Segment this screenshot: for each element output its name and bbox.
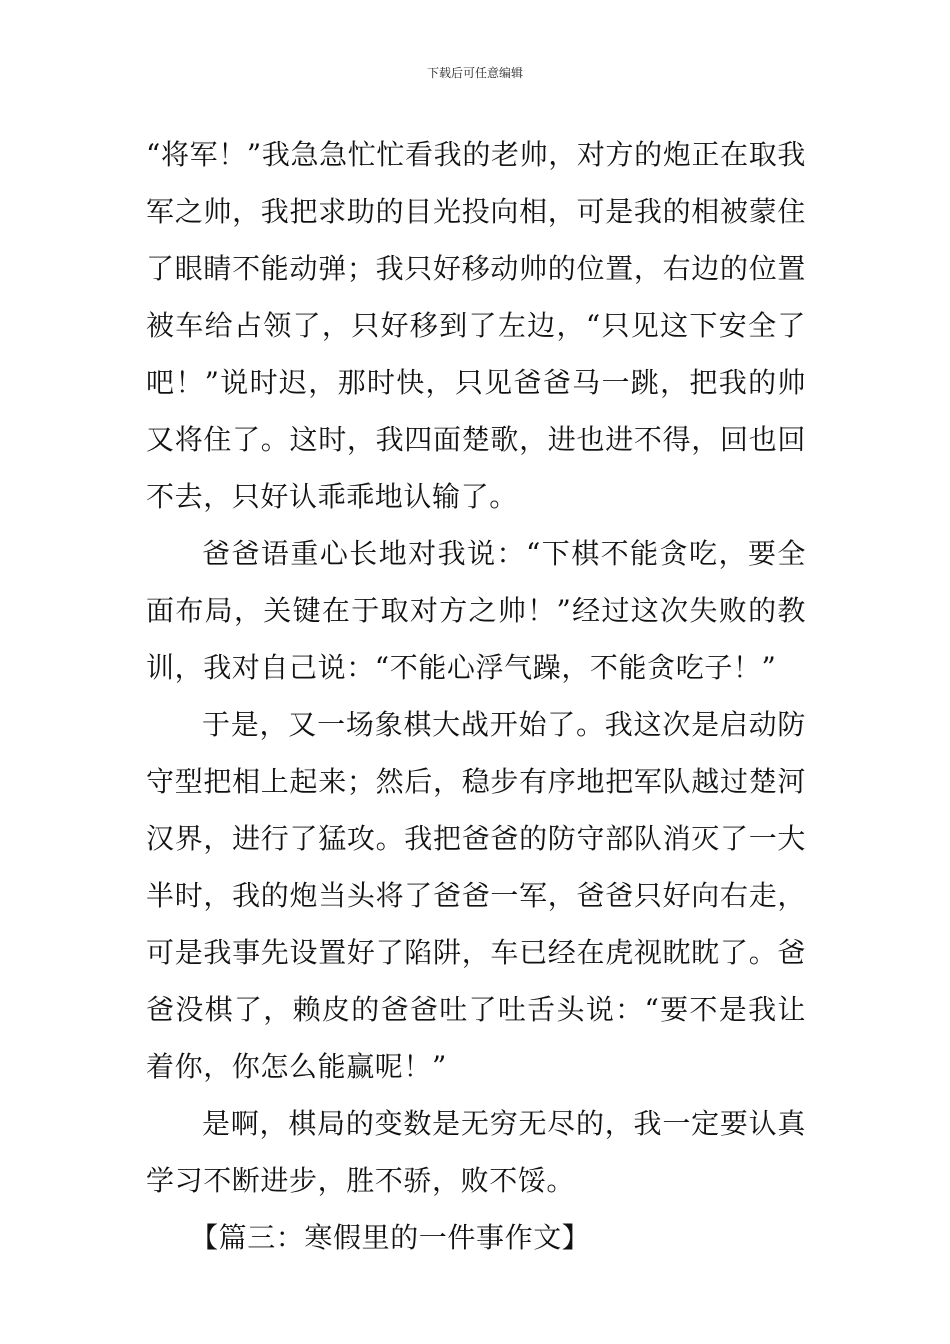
paragraph-1: “将军！”我急急忙忙看我的老帅，对方的炮正在取我军之帅，我把求助的目光投向相，可是我的相被蒙住了眼睛不能动弹；我只好移动帅的位置，右边的位置被车给占领了，只好移到了左边，“只见这下安全了吧！”说时迟，那时快，只见爸爸马一跳，把我的帅又将住了。这时，我四面楚歌，进也进不得，回也回不去，只好认乖乖地认输了。 — [146, 138, 806, 513]
page-header: 下载后可任意编辑 — [426, 66, 523, 80]
document-body — [146, 126, 806, 1266]
paragraph-2: 爸爸语重心长地对我说：“下棋不能贪吃，要全面布局，关键在于取对方之帅！”经过这次失败的教训，我对自己说：“不能心浮气躁，不能贪吃子！” — [146, 537, 806, 684]
section-title: 【篇三：寒假里的一件事作文】 — [190, 1221, 591, 1254]
paragraph-4: 是啊，棋局的变数是无穷无尽的，我一定要认真学习不断进步，胜不骄，败不馁。 — [146, 1107, 806, 1197]
paragraph-3: 于是，又一场象棋大战开始了。我这次是启动防守型把相上起来；然后，稳步有序地把军队越过楚河汉界，进行了猛攻。我把爸爸的防守部队消灭了一大半时，我的炮当头将了爸爸一军，爸爸只好向右走，可是我事先设置好了陷阱，车已经在虎视眈眈了。爸爸没棋了，赖皮的爸爸吐了吐舌头说：“要不是我让着你，你怎么能赢呢！” — [146, 708, 806, 1083]
